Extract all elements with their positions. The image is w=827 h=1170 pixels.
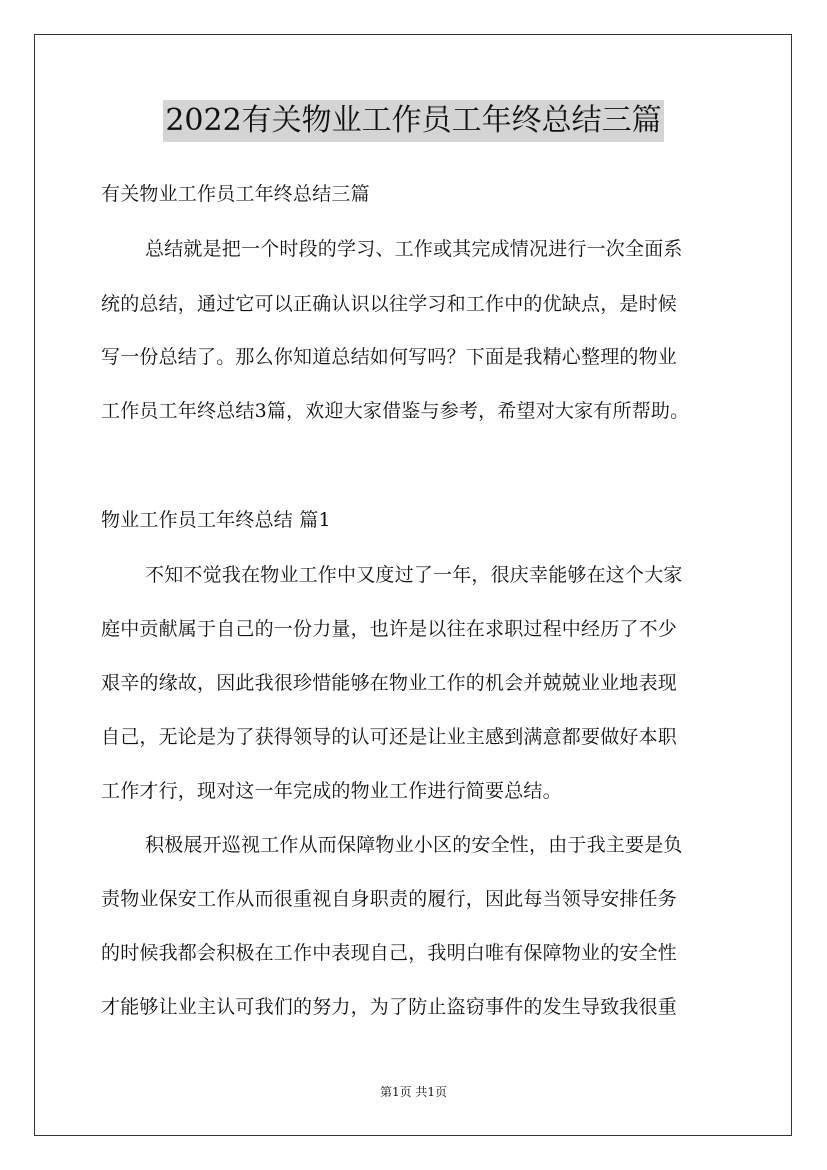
intro-line-2: 统的总结，通过它可以正确认识以往学习和工作中的优缺点，是时候 [101, 293, 678, 315]
para2-line-2: 责物业保安工作从而很重视自身职责的履行，因此每当领导安排任务 [101, 888, 678, 910]
intro-line-1: 总结就是把一个时段的学习、工作或其完成情况进行一次全面系 [145, 238, 683, 260]
para1-line-4: 自己，无论是为了获得领导的认可还是让业主感到满意都要做好本职 [101, 726, 678, 748]
para1-line-2: 庭中贡献属于自己的一份力量，也许是以往在求职过程中经历了不少 [101, 618, 678, 640]
title-block [0, 100, 827, 142]
document-title: 2022有关物业工作员工年终总结三篇 [163, 100, 663, 142]
intro-line-4: 工作员工年终总结3篇，欢迎大家借鉴与参考，希望对大家有所帮助。 [101, 400, 690, 422]
document-subtitle: 有关物业工作员工年终总结三篇 [101, 183, 370, 205]
para2-line-1: 积极展开巡视工作从而保障物业小区的安全性，由于我主要是负 [145, 834, 683, 856]
para1-line-3: 艰辛的缘故，因此我很珍惜能够在物业工作的机会并兢兢业业地表现 [101, 672, 678, 694]
para2-line-3: 的时候我都会积极在工作中表现自己，我明白唯有保障物业的安全性 [101, 942, 678, 964]
intro-line-3: 写一份总结了。那么你知道总结如何写吗？下面是我精心整理的物业 [101, 346, 678, 368]
para2-line-4: 才能够让业主认可我们的努力，为了防止盗窃事件的发生导致我很重 [101, 996, 678, 1018]
section1-heading: 物业工作员工年终总结 篇1 [101, 509, 331, 531]
page-footer: 第1页 共1页 [379, 1085, 448, 1099]
para1-line-5: 工作才行，现对这一年完成的物业工作进行简要总结。 [101, 780, 562, 802]
para1-line-1: 不知不觉我在物业工作中又度过了一年，很庆幸能够在这个大家 [145, 564, 683, 586]
